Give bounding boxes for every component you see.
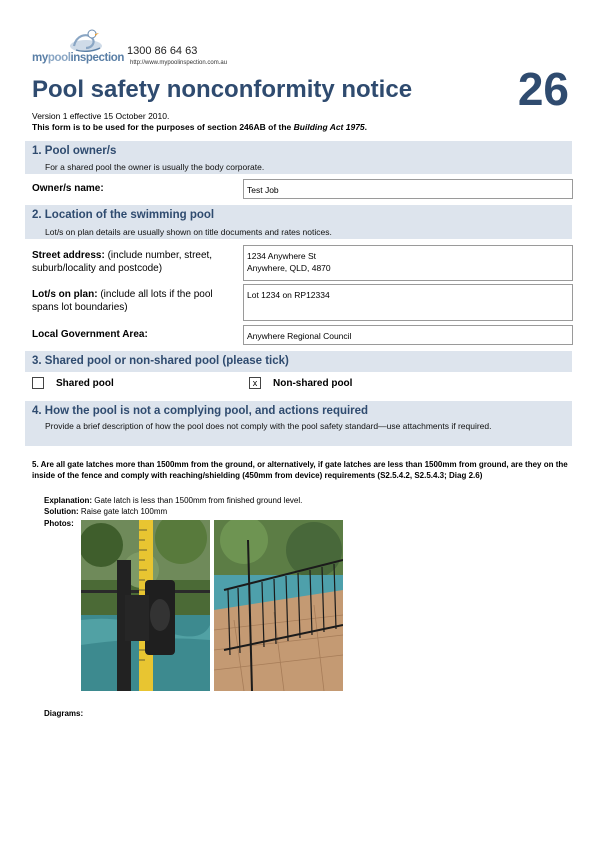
form-number: 26 xyxy=(517,63,569,115)
owner-name-label: Owner/s name: xyxy=(32,183,104,194)
shared-pool-checkbox[interactable] xyxy=(32,377,44,389)
company-logo xyxy=(32,26,125,68)
lga-label: Local Government Area: xyxy=(32,329,148,340)
section-note: Lot/s on plan details are usually shown on title documents and rates notices. xyxy=(45,227,332,237)
logo-wordmark: mypoolinspection xyxy=(32,52,125,64)
non-shared-pool-label: Non-shared pool xyxy=(273,378,353,389)
shared-pool-label: Shared pool xyxy=(56,378,114,389)
photo-gate-latch xyxy=(81,520,210,691)
section-shared-pool xyxy=(25,351,572,372)
website-url[interactable]: http://www.mypoolinspection.com.au xyxy=(130,60,228,66)
purpose-text: This form is to be used for the purposes of section 246AB of the Building Act 1975. xyxy=(32,122,368,132)
street-address-label: Street address: (include number, street, suburb/locality and postcode) xyxy=(32,250,213,274)
version-text: Version 1 effective 15 October 2010. xyxy=(32,111,170,121)
section-pool-owner xyxy=(25,141,572,174)
street-address-field[interactable]: 1234 Anywhere St Anywhere, QLD, 4870 xyxy=(243,245,573,281)
item-explanation: Explanation: Gate latch is less than 1500mm from finished ground level. xyxy=(44,496,303,505)
owner-name-field[interactable]: Test Job xyxy=(243,179,573,199)
section-title: 2. Location of the swimming pool xyxy=(32,209,215,221)
section-title: 4. How the pool is not a complying pool, and actions required xyxy=(32,405,369,417)
section-title: 1. Pool owner/s xyxy=(32,145,117,157)
lot-on-plan-label: Lot/s on plan: (include all lots if the pool spans lot boundaries) xyxy=(32,289,213,313)
photos-label: Photos: xyxy=(44,519,74,528)
section-noncompliance xyxy=(25,401,572,446)
non-shared-pool-checkbox[interactable]: x xyxy=(249,377,261,389)
section-pool-location xyxy=(25,205,572,239)
section-note: Provide a brief description of how the pool does not comply with the pool safety standard—use attachments if required. xyxy=(45,421,492,431)
page-title: Pool safety nonconformity notice xyxy=(32,76,413,103)
lga-field[interactable]: Anywhere Regional Council xyxy=(243,325,573,345)
phone-number: 1300 86 64 63 xyxy=(127,45,198,57)
item-question: 5. Are all gate latches more than 1500mm from the ground, or alternatively, if gate latches are less than 1500mm from ground, are they on the inside of the fence and comply with reaching/shielding (450mm from device) requirements (S2.5.4.2, S2.5.4.3; Diag 2.6) xyxy=(32,460,568,480)
section-note: For a shared pool the owner is usually the body corporate. xyxy=(45,162,265,172)
item-solution: Solution: Raise gate latch 100mm xyxy=(44,507,168,516)
photo-pool-fence xyxy=(214,520,343,691)
diagrams-label: Diagrams: xyxy=(44,709,84,718)
section-title: 3. Shared pool or non-shared pool (please tick) xyxy=(32,355,289,367)
lot-on-plan-field[interactable]: Lot 1234 on RP12334 xyxy=(243,284,573,321)
